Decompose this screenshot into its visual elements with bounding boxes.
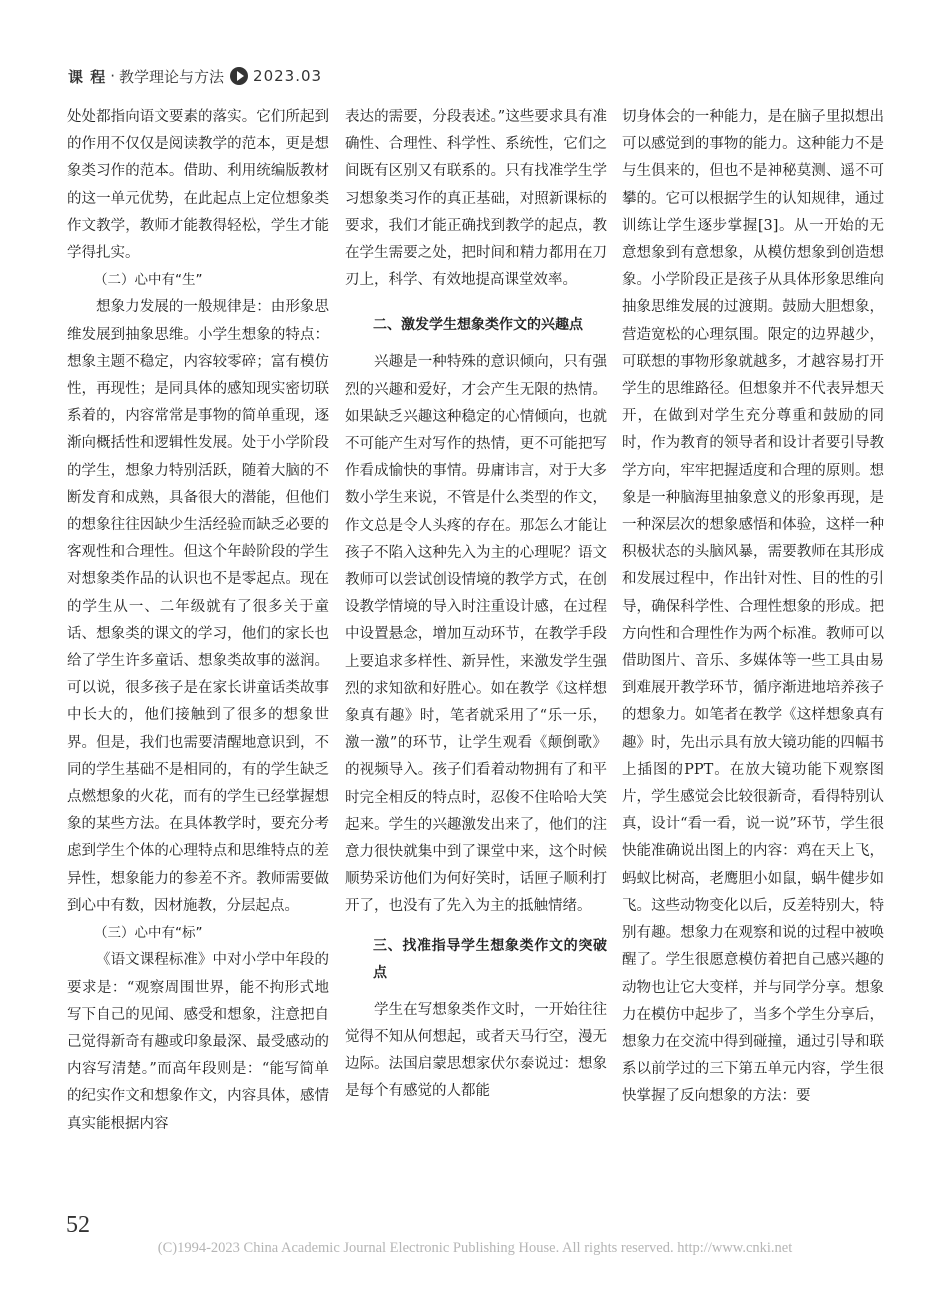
column-3 [622, 104, 884, 1111]
section-heading: 三、找准指导学生想象类作文的突破点 [373, 937, 607, 981]
copyright-notice: (C)1994-2023 China Academic Journal Electronic Publishing House. All rights reserved. http://www.cnki.net [157, 1240, 793, 1256]
paragraph: 表达的需要，分段表述。”这些要求具有准确性、合理性、科学性、系统性，它们之间既有区别又有联系的。只有找准学生学习想象类习作的真正基础，对照新课标的要求，我们才能正确找到教学的起点，教在学生需要之处，把时间和精力都用在刀刃上，科学、有效地提高课堂效率。 [345, 109, 607, 289]
paragraph: 《语文课程标准》中对小学中年段的要求是：“观察周围世界，能不拘形式地写下自己的见闻、感受和想象，注意把自己觉得新奇有趣或印象最深、最受感动的内容写清楚。”而高年段则是：“能写简单的纪实作文和想象作文，内容具体，感情真实能根据内容 [67, 952, 329, 1132]
paragraph: 兴趣是一种特殊的意识倾向，只有强烈的兴趣和爱好，才会产生无限的热情。如果缺乏兴趣这种稳定的心情倾向，也就不可能产生对写作的热情，更不可能把写作看成愉快的事情。毋庸讳言，对于大多数小学生来说，不管是什么类型的作文，作文总是令人头疼的存在。那怎么才能让孩子不陷入这种先入为主的心理呢？语文教师可以尝试创设情境的教学方式，在创设教学情境的导入时注重设计感，在过程中设置悬念，增加互动环节，在教学手段上要追求多样性、新异性，来激发学生强烈的求知欲和好胜心。如在教学《这样想象真有趣》时，笔者就采用了“乐一乐，激一激”的环节，让学生观看《颠倒歌》的视频导入。孩子们看着动物拥有了和平时完全相反的特点时，忍俊不住哈哈大笑起来。学生的兴趣激发出来了，他们的注意力很快就集中到了课堂中来，这个时候顺势采访他们为何好笑时，话匣子顺利打开了，也没有了先入为主的抵触情绪。 [345, 354, 607, 915]
paragraph: 学生在写想象类作文时，一开始往往觉得不知从何想起，或者天马行空，漫无边际。法国启蒙思想家伏尔泰说过：想象是每个有感觉的人都能 [345, 1001, 607, 1100]
issue-date: 2023.03 [253, 67, 323, 85]
play-icon [230, 67, 248, 85]
column-1 [67, 104, 329, 1138]
header-separator: · [110, 67, 116, 85]
paragraph: 处处都指向语文要素的落实。它们所起到的作用不仅仅是阅读教学的范本，更是想象类习作的范本。借助、利用统编版教材的这一单元优势，在此起点上定位想象类作文教学，教师才能教得轻松，学生才能学得扎实。 [67, 109, 329, 262]
page-number: 52 [66, 1212, 90, 1238]
journal-section: 教学理论与方法 [119, 67, 225, 86]
journal-name: 课 程 [68, 67, 107, 86]
paragraph: 想象力发展的一般规律是：由形象思维发展到抽象思维。小学生想象的特点：想象主题不稳定，内容较零碎；富有模仿性，再现性；是同具体的感知现实密切联系着的，内容常常是事物的简单重现，逐渐向概括性和逻辑性发展。处于小学阶段的学生，想象力特别活跃，随着大脑的不断发育和成熟，具备很大的潜能，但他们的想象往往因缺少生活经验而缺乏必要的客观性和合理性。但这个年龄阶段的学生对想象类作品的认识也不是零起点。现在的学生从一、二年级就有了很多关于童话、想象类的课文的学习，他们的家长也给了学生许多童话、想象类故事的滋润。可以说，很多孩子是在家长讲童话类故事中长大的，他们接触到了很多的想象世界。但是，我们也需要清醒地意识到，不同的学生基础不是相同的，有的学生缺乏点燃想象的火花，而有的学生已经掌握想象的某些方法。在具体教学时，要充分考虑到学生个体的心理特点和思维特点的差异性，想象能力的参差不齐。教师需要做到心中有数，因材施教，分层起点。 [67, 299, 329, 914]
section-heading: 二、激发学生想象类作文的兴趣点 [373, 317, 583, 334]
running-header [68, 64, 322, 88]
paragraph: 切身体会的一种能力，是在脑子里拟想出可以感觉到的事物的能力。这种能力不是与生俱来的，但也不是神秘莫测、遥不可攀的。它可以根据学生的认知规律，通过训练让学生逐步掌握[3]。从一开始的无意想象到有意想象，从模仿想象到创造想象。小学阶段正是孩子从具体形象思维向抽象思维发展的过渡期。鼓励大胆想象，营造宽松的心理氛围。限定的边界越少，可联想的事物形象就越多，才越容易打开学生的思维路径。但想象并不代表异想天开，在做到对学生充分尊重和鼓励的同时，作为教育的领导者和设计者要引导教学方向，牢牢把握适度和合理的原则。想象是一种脑海里抽象意义的形象再现，是一种深层次的想象感悟和体验，这样一种积极状态的头脑风暴，需要教师在其形成和发展过程中，作出针对性、目的性的引导，确保科学性、合理性想象的形成。把方向性和合理性作为两个标准。教师可以借助图片、音乐、多媒体等一些工具由易到难展开教学环节，循序渐进地培养孩子的想象力。如笔者在教学《这样想象真有趣》时，先出示具有放大镜功能的四幅书上插图的PPT。在放大镜功能下观察图片，学生感觉会比较很新奇，看得特别认真，设计“看一看，说一说”环节，学生很快能准确说出图上的内容：鸡在天上飞，蚂蚁比树高，老鹰胆小如鼠，蜗牛健步如飞。这些动物变化以后，反差特别大，特别有趣。想象力在观察和说的过程中被唤醒了。学生很愿意模仿着把自己感兴趣的动物也让它大变样，并与同学分享。想象力在模仿中起步了，当多个学生分享后，想象力在交流中得到碰撞，通过引导和联系以前学过的三下第五单元内容，学生很快掌握了反向想象的方法：要 [622, 109, 884, 1105]
subsection-heading: （三）心中有“标” [94, 925, 203, 942]
subsection-heading: （二）心中有“生” [94, 272, 203, 289]
column-2 [345, 104, 607, 1106]
